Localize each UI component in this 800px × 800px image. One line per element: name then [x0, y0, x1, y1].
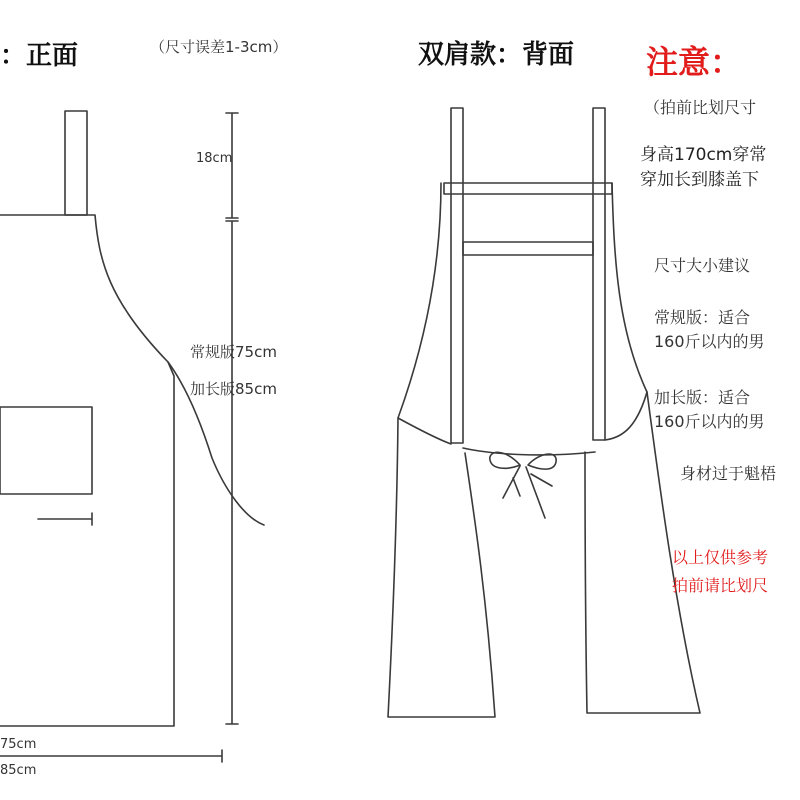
back-left-strap [451, 108, 463, 443]
notes-height-line2: 穿加长到膝盖下 [640, 170, 759, 190]
back-left-panel [388, 183, 495, 717]
back-top-crossbar [444, 183, 612, 194]
notes-panel [640, 0, 800, 800]
size-advice-heading: 尺寸大小建议 [654, 256, 751, 275]
tolerance-note: （尺寸误差1-3cm） [150, 38, 288, 56]
notes-height-line1: 身高170cm穿常 [640, 145, 767, 165]
strap-length-label: 18cm [196, 151, 233, 166]
notes-heading: 注意： [646, 43, 743, 81]
back-right-strap [593, 108, 605, 440]
front-apron-body [0, 215, 174, 726]
notes-subheading: （拍前比划尺寸 [644, 98, 757, 117]
pocket-dimension-line [38, 513, 92, 525]
regular-advice-a: 常规版：适合 [654, 308, 751, 327]
front-pocket [0, 407, 92, 494]
width-long-label: 85cm [0, 763, 37, 778]
length-long-label: 加长版85cm [190, 380, 277, 398]
back-title: 双肩款：背面 [418, 40, 575, 70]
back-bow-tails [503, 466, 552, 518]
back-bow-right-loop [528, 454, 556, 469]
back-left-hip-curve [398, 418, 451, 444]
regular-advice-b: 160斤以内的男 [654, 332, 765, 351]
long-advice-a: 加长版：适合 [654, 388, 751, 407]
length-regular-label: 常规版75cm [190, 343, 277, 361]
front-title: ：正面 [0, 41, 79, 71]
front-neck-strap [65, 111, 87, 215]
reference-note-2: 拍前请比划尺 [672, 576, 769, 595]
reference-note-1: 以上仅供参考 [672, 548, 769, 567]
back-waist-tie-band [463, 448, 595, 455]
back-mid-crossbar [463, 242, 593, 255]
long-advice-b: 160斤以内的男 [654, 412, 765, 431]
length-dimension-line [226, 221, 238, 724]
heavy-build-note: 身材过于魁梧 [680, 464, 777, 483]
width-regular-label: 75cm [0, 737, 37, 752]
